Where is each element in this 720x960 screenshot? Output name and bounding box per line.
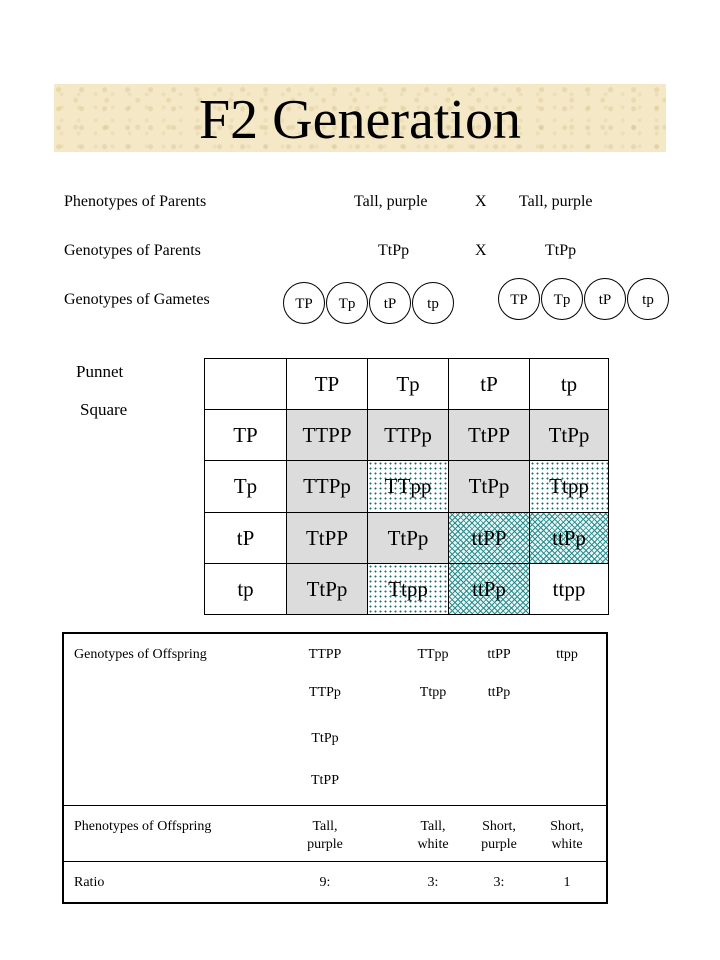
offspring-genotypes-label: Genotypes of Offspring bbox=[74, 647, 207, 662]
offspring-phenotypes-label: Phenotypes of Offspring bbox=[74, 819, 212, 834]
offspring-genotype: Ttpp bbox=[419, 685, 447, 700]
gamete-p1-TP: TP bbox=[283, 282, 325, 324]
offspring-genotype: ttPP bbox=[487, 647, 511, 662]
offspring-divider bbox=[64, 805, 606, 806]
offspring-phenotype: purple bbox=[481, 837, 517, 852]
punnett-cell: Ttpp bbox=[367, 563, 449, 615]
punnett-cell: TTPP bbox=[286, 409, 368, 461]
gamete-p1-tp: tp bbox=[412, 282, 454, 324]
offspring-phenotype: Tall, bbox=[312, 819, 338, 834]
gamete-p2-TP: TP bbox=[498, 278, 540, 320]
offspring-phenotype: purple bbox=[307, 837, 343, 852]
punnett-cell: TtPp bbox=[367, 512, 449, 564]
punnett-cell: TTpp bbox=[367, 460, 449, 513]
offspring-genotype: TtPp bbox=[311, 731, 339, 746]
offspring-genotype: ttPp bbox=[487, 685, 511, 700]
punnett-cell: TtPp bbox=[448, 460, 530, 513]
offspring-phenotype: Short, bbox=[550, 819, 584, 834]
punnett-col-header: Tp bbox=[367, 358, 449, 410]
punnett-col-header: TP bbox=[286, 358, 368, 410]
genotype-parent2: TtPp bbox=[545, 242, 577, 259]
offspring-ratio: 3: bbox=[493, 875, 505, 890]
punnett-cell: ttPp bbox=[448, 563, 530, 615]
punnett-cell: TtPP bbox=[286, 512, 368, 564]
punnett-cell: TtPp bbox=[529, 409, 609, 461]
offspring-divider bbox=[64, 861, 606, 862]
offspring-genotype: ttpp bbox=[556, 647, 578, 662]
offspring-ratio: 1 bbox=[563, 875, 571, 890]
punnett-corner bbox=[204, 358, 287, 410]
punnett-label-line1: Punnet bbox=[76, 362, 124, 381]
punnett-row-header: tp bbox=[204, 563, 287, 615]
punnett-row-header: TP bbox=[204, 409, 287, 461]
genotype-parent1: TtPp bbox=[378, 242, 410, 259]
offspring-table bbox=[62, 632, 608, 904]
genotypes-gametes-label: Genotypes of Gametes bbox=[64, 291, 210, 308]
punnett-cell: ttPP bbox=[448, 512, 530, 564]
page-title: F2 Generation bbox=[199, 89, 521, 151]
offspring-ratio: 9: bbox=[319, 875, 331, 890]
punnett-col-header: tP bbox=[448, 358, 530, 410]
offspring-genotype: TTpp bbox=[417, 647, 449, 662]
offspring-phenotype: white bbox=[551, 837, 583, 852]
offspring-phenotype: Tall, bbox=[420, 819, 446, 834]
offspring-genotype: TTPp bbox=[309, 685, 341, 700]
phenotype-parent1: Tall, purple bbox=[354, 193, 428, 210]
punnett-cell: ttPp bbox=[529, 512, 609, 564]
punnett-cell: TTPp bbox=[286, 460, 368, 513]
punnett-row-header: tP bbox=[204, 512, 287, 564]
punnett-cell: ttpp bbox=[529, 563, 609, 615]
gamete-p2-Tp: Tp bbox=[541, 278, 583, 320]
gamete-p1-Tp: Tp bbox=[326, 282, 368, 324]
genotypes-parents-label: Genotypes of Parents bbox=[64, 242, 201, 259]
offspring-genotype: TtPP bbox=[310, 773, 339, 788]
punnett-row-header: Tp bbox=[204, 460, 287, 513]
punnett-cell: TtPp bbox=[286, 563, 368, 615]
offspring-genotype: TTPP bbox=[308, 647, 342, 662]
offspring-ratio: 3: bbox=[427, 875, 439, 890]
gamete-p2-tP: tP bbox=[584, 278, 626, 320]
punnett-label-line2: Square bbox=[80, 400, 128, 419]
punnett-cell: TtPP bbox=[448, 409, 530, 461]
punnett-col-header: tp bbox=[529, 358, 609, 410]
gamete-p2-tp: tp bbox=[627, 278, 669, 320]
punnett-cell: TTPp bbox=[367, 409, 449, 461]
offspring-phenotype: white bbox=[417, 837, 449, 852]
punnett-cell: Ttpp bbox=[529, 460, 609, 513]
offspring-ratio-label: Ratio bbox=[74, 875, 105, 890]
gamete-p1-tP: tP bbox=[369, 282, 411, 324]
phenotype-parent2: Tall, purple bbox=[519, 193, 593, 210]
cross-symbol-phenotype: X bbox=[475, 193, 487, 210]
phenotypes-parents-label: Phenotypes of Parents bbox=[64, 193, 207, 210]
cross-symbol-genotype: X bbox=[475, 242, 487, 259]
offspring-phenotype: Short, bbox=[482, 819, 516, 834]
